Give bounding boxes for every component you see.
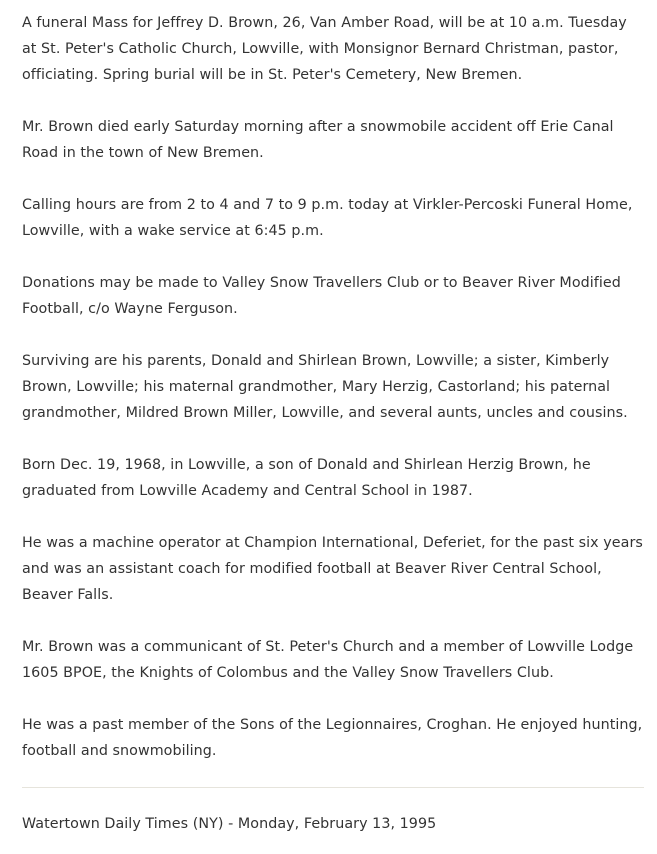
paragraph-funeral-mass: A funeral Mass for Jeffrey D. Brown, 26, Van Amber Road, will be at 10 a.m. Tuesday at St. Peter's Catholic Church, Lowville, with Monsignor Bernard Christman, pastor, officiating. Spring burial will be in St. Peter's Cemetery, New Bremen. [22, 15, 627, 83]
paragraph-birth: Born Dec. 19, 1968, in Lowville, a son of Donald and Shirlean Herzig Brown, he graduated from Lowville Academy and Central School in 1987. [22, 457, 591, 499]
paragraph-survivors: Surviving are his parents, Donald and Shirlean Brown, Lowville; a sister, Kimberly Brown, Lowville; his maternal grandmother, Mary Herzig, Castorland; his paternal grandmother, Mildred Brown Miller, Lowville, and several aunts, uncles and cousins. [22, 353, 628, 421]
paragraph-calling-hours: Calling hours are from 2 to 4 and 7 to 9 p.m. today at Virkler-Percoski Funeral Home, Lowville, with a wake service at 6:45 p.m. [22, 197, 633, 239]
paragraph-donations: Donations may be made to Valley Snow Travellers Club or to Beaver River Modified Football, c/o Wayne Ferguson. [22, 275, 621, 317]
source-divider [22, 787, 644, 788]
paragraph-career: He was a machine operator at Champion International, Deferiet, for the past six years and was an assistant coach for modified football at Beaver River Central School, Beaver Falls. [22, 535, 643, 603]
paragraph-interests: He was a past member of the Sons of the Legionnaires, Croghan. He enjoyed hunting, football and snowmobiling. [22, 717, 643, 759]
paragraph-memberships: Mr. Brown was a communicant of St. Peter's Church and a member of Lowville Lodge 1605 BPOE, the Knights of Colombus and the Valley Snow Travellers Club. [22, 639, 634, 681]
paragraph-death: Mr. Brown died early Saturday morning after a snowmobile accident off Erie Canal Road in the town of New Bremen. [22, 119, 614, 161]
source-citation: Watertown Daily Times (NY) - Monday, February 13, 1995 [22, 816, 437, 832]
